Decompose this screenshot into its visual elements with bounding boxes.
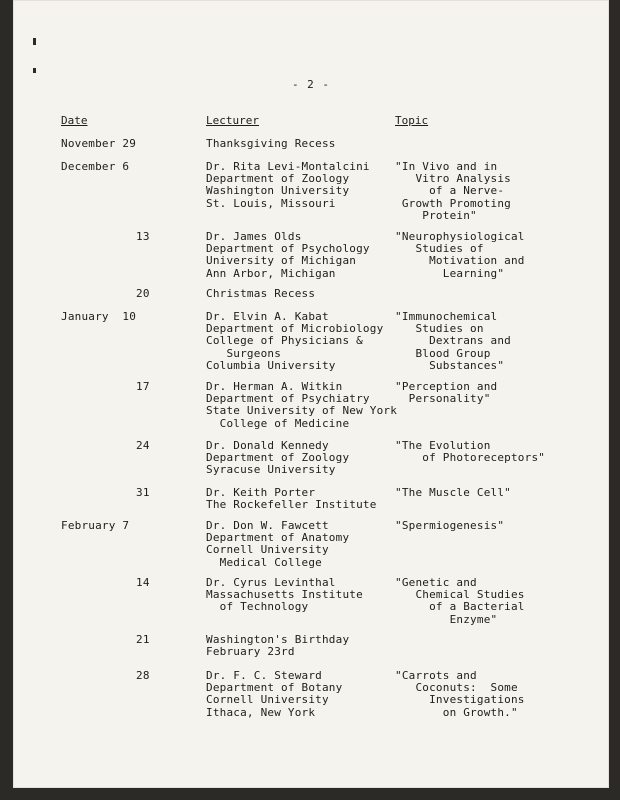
entry-date: 24 xyxy=(61,439,150,452)
entry-lecturer: Dr. Herman A. Witkin Department of Psychiatry State University of New York College of Medicine xyxy=(206,380,398,430)
entry-date: January 10 xyxy=(61,310,137,323)
entry-date: 31 xyxy=(61,486,150,499)
column-header-lecturer: Lecturer xyxy=(206,114,259,127)
column-header-date: Date xyxy=(61,114,88,127)
document-page xyxy=(13,0,609,788)
entry-date: December 6 xyxy=(61,160,130,173)
entry-lecturer: Christmas Recess xyxy=(206,287,316,300)
entry-topic: "Carrots and Coconuts: Some Investigations on Growth." xyxy=(395,669,525,719)
entry-lecturer: Dr. Donald Kennedy Department of Zoology Syracuse University xyxy=(206,439,350,477)
entry-date: February 7 xyxy=(61,519,130,532)
entry-date: 17 xyxy=(61,380,150,393)
punch-mark xyxy=(33,68,36,73)
entry-lecturer: Dr. F. C. Steward Department of Botany Cornell University Ithaca, New York xyxy=(206,669,343,719)
entry-topic: "Spermiogenesis" xyxy=(395,519,505,532)
entry-topic: "In Vivo and in Vitro Analysis of a Nerve- Growth Promoting Protein" xyxy=(395,160,511,222)
entry-topic: "Perception and Personality" xyxy=(395,380,498,406)
entry-lecturer: Dr. Keith Porter The Rockefeller Institute xyxy=(206,486,377,512)
entry-date: 13 xyxy=(61,230,150,243)
entry-date: 20 xyxy=(61,287,150,300)
entry-date: 21 xyxy=(61,633,150,646)
entry-lecturer: Thanksgiving Recess xyxy=(206,137,336,150)
entry-topic: "The Muscle Cell" xyxy=(395,486,511,499)
entry-date: November 29 xyxy=(61,137,137,150)
column-header-topic: Topic xyxy=(395,114,429,127)
entry-lecturer: Dr. James Olds Department of Psychology University of Michigan Ann Arbor, Michigan xyxy=(206,230,370,280)
entry-topic: "Neurophysiological Studies of Motivation and Learning" xyxy=(395,230,525,280)
punch-mark xyxy=(33,38,36,45)
entry-lecturer: Washington's Birthday February 23rd xyxy=(206,633,350,659)
entry-topic: "Immunochemical Studies on Dextrans and Blood Group Substances" xyxy=(395,310,511,372)
entry-lecturer: Dr. Cyrus Levinthal Massachusetts Institute of Technology xyxy=(206,576,363,614)
entry-topic: "Genetic and Chemical Studies of a Bacterial Enzyme" xyxy=(395,576,525,626)
page-number: - 2 - xyxy=(291,78,331,91)
entry-lecturer: Dr. Elvin A. Kabat Department of Microbiology College of Physicians & Surgeons Columbia University xyxy=(206,310,384,372)
entry-topic: "The Evolution of Photoreceptors" xyxy=(395,439,546,465)
entry-lecturer: Dr. Don W. Fawcett Department of Anatomy Cornell University Medical College xyxy=(206,519,350,569)
entry-date: 14 xyxy=(61,576,150,589)
entry-lecturer: Dr. Rita Levi-Montalcini Department of Zoology Washington University St. Louis, Missouri xyxy=(206,160,370,210)
entry-date: 28 xyxy=(61,669,150,682)
